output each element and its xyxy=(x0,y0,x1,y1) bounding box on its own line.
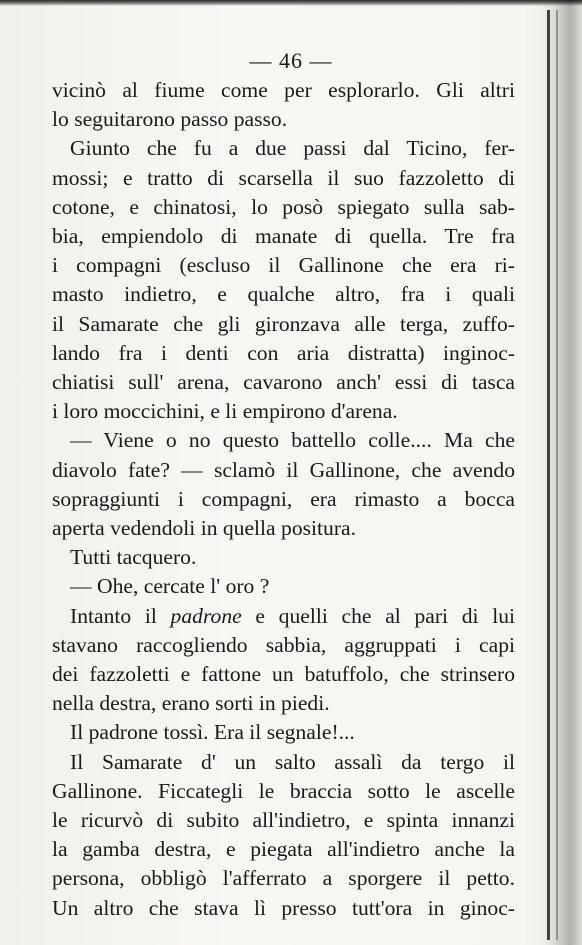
body-text xyxy=(52,76,515,923)
text-line: diavolo fate? — sclamò il Gallinone, che avendo xyxy=(52,457,515,482)
text-line: il Samarate che gli gironzava alle terga, zuffo- xyxy=(52,311,515,336)
text-line: i compagni (escluso il Gallinone che era ri- xyxy=(52,253,515,278)
emphasized-word: padrone xyxy=(170,603,242,628)
text-line: Gallinone. Ficcategli le braccia sotto le ascelle xyxy=(52,778,515,803)
text-line: Il Samarate d' un salto assalì da tergo il xyxy=(70,749,515,774)
text-line: Il padrone tossì. Era il segnale!... xyxy=(70,720,355,745)
text-line: persona, obbligò l'afferrato a sporgere il petto. xyxy=(52,866,515,891)
text-line: stavano raccogliendo sabbia, aggruppati i capi xyxy=(52,632,515,657)
text-line xyxy=(52,602,515,631)
text-line: bia, empiendolo di manate di quella. Tre fra xyxy=(52,224,515,249)
text-line: lando fra i denti con aria distratta) inginoc- xyxy=(52,340,515,365)
text-line: dei fazzoletti e fattone un batuffolo, che strinsero xyxy=(52,662,515,687)
text-line: la gamba destra, e piegata all'indietro anche la xyxy=(52,837,515,862)
text-line: cotone, e chinatosi, lo posò spiegato sulla sab- xyxy=(52,194,515,219)
text-line: mossi; e tratto di scarsella il suo fazzoletto di xyxy=(52,165,515,190)
page-edge-line-secondary xyxy=(556,10,558,940)
text-line: lo seguitarono passo passo. xyxy=(52,107,288,132)
text-segment: Intanto il xyxy=(70,603,171,628)
text-line: sopraggiunti i compagni, era rimasto a bocca xyxy=(52,486,515,511)
text-line: nella destra, erano sorti in piedi. xyxy=(52,691,330,716)
page-edge-line xyxy=(547,10,550,940)
text-line: — Ohe, cercate l' oro ? xyxy=(70,574,270,599)
text-line: Un altro che stava lì presso tutt'ora in ginoc- xyxy=(52,895,515,920)
text-line: chiatisi sull' arena, cavarono anch' essi di tasca xyxy=(52,370,515,395)
page-number: — 46 — xyxy=(249,48,333,73)
text-line: Giunto che fu a due passi dal Ticino, fer- xyxy=(70,136,515,161)
text-line: Tutti tacquero. xyxy=(70,545,197,570)
text-line: aperta vedendoli in quella positura. xyxy=(52,516,357,541)
text-line: masto indietro, e qualche altro, fra i quali xyxy=(52,282,515,307)
text-line: vicinò al fiume come per esplorarlo. Gli altri xyxy=(52,78,515,102)
text-line: — Viene o no questo battello colle.... Ma che xyxy=(70,428,515,453)
page-top-edge xyxy=(0,0,582,6)
text-segment: e quelli che al pari di lui xyxy=(241,603,515,628)
text-line: i loro moccichini, e li empirono d'arena. xyxy=(52,399,398,424)
text-line: le ricurvò di subito all'indietro, e spinta innanzi xyxy=(52,808,515,833)
